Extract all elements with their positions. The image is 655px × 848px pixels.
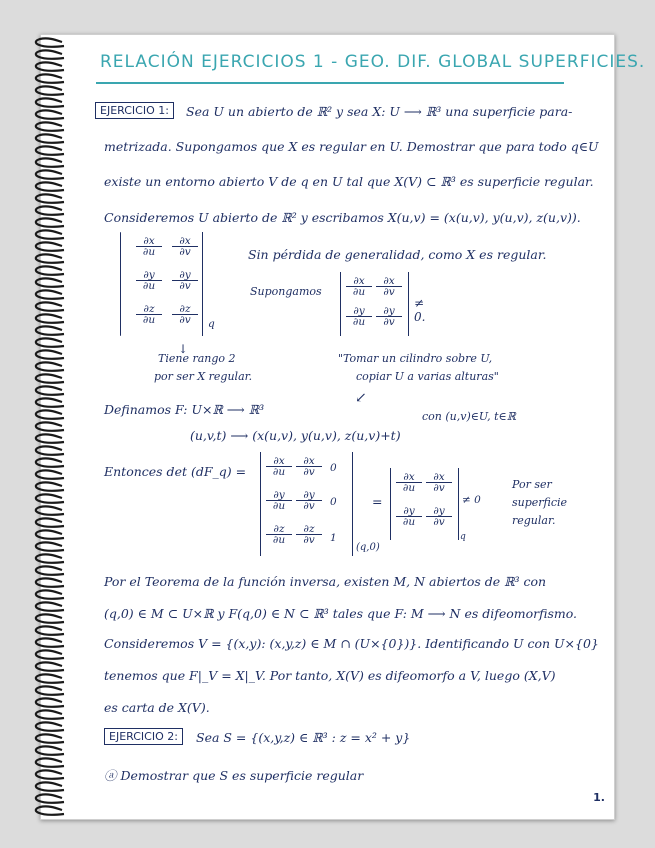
partial-entry: $\frac{\partial x}{\partial v}$	[426, 472, 452, 493]
exercise-1-label: EJERCICIO 1:	[95, 102, 174, 119]
coil-loop	[36, 314, 64, 322]
arrow-down-icon: ↓	[178, 342, 189, 356]
coil-loop	[36, 254, 64, 262]
coil-loop	[36, 194, 64, 202]
coil-loop	[36, 734, 64, 742]
partial-entry: $\frac{\partial y}{\partial u}$	[396, 506, 422, 527]
coil-loop	[36, 758, 64, 766]
coil-loop	[36, 362, 64, 370]
inverse-function-line-4: tenemos que F|_V = X|_V. Por tanto, X(V) es difeomorfo a V, luego (X,V)	[104, 668, 556, 683]
partial-entry: $\frac{\partial y}{\partial v}$	[172, 270, 198, 291]
ex1-statement-line-3: existe un entorno abierto V de q en U tal que X(V) ⊂ ℝ³ es superficie regular.	[104, 174, 594, 189]
coil-loop	[36, 410, 64, 418]
coil-loop	[36, 494, 64, 502]
ex2-item-a: ⓐ Demostrar que S es superficie regular	[104, 768, 364, 783]
coil-loop	[36, 266, 64, 274]
by-surface-note-1: Por ser	[512, 478, 552, 491]
page-number: 1.	[593, 791, 605, 804]
spiral-binding-icon	[28, 36, 72, 816]
coil-loop	[36, 86, 64, 94]
coil-loop	[36, 386, 64, 394]
partial-entry: $\frac{\partial x}{\partial u}$	[346, 276, 372, 297]
coil-loop	[36, 470, 64, 478]
dF-determinant	[258, 452, 368, 556]
det-entry: 0	[330, 496, 337, 508]
coil-loop	[36, 794, 64, 802]
coil-loop	[36, 290, 64, 298]
inverse-function-line-2: (q,0) ∈ M ⊂ U×ℝ y F(q,0) ∈ N ⊂ ℝ³ tales que F: M ⟶ N es difeomorfismo.	[104, 606, 578, 621]
coil-loop	[36, 422, 64, 430]
partial-entry: $\frac{\partial y}{\partial v}$	[376, 306, 402, 327]
coil-loop	[36, 710, 64, 718]
coil-loop	[36, 590, 64, 598]
partial-entry: $\frac{\partial x}{\partial v}$	[296, 456, 322, 477]
minor-determinant	[338, 272, 428, 336]
coil-loop	[36, 686, 64, 694]
by-surface-note-3: regular.	[512, 514, 556, 527]
exercise-2-label: EJERCICIO 2:	[104, 728, 183, 745]
partial-entry: $\frac{\partial z}{\partial v}$	[296, 524, 322, 545]
minor-determinant-2	[388, 468, 488, 540]
ex1-statement-line-2: metrizada. Supongamos que X es regular en U. Demostrar que para todo q∈U	[104, 139, 599, 154]
coil-loop	[36, 554, 64, 562]
partial-entry: $\frac{\partial y}{\partial v}$	[426, 506, 452, 527]
partial-entry: $\frac{\partial x}{\partial u}$	[266, 456, 292, 477]
coil-loop	[36, 770, 64, 778]
ex1-consider-line: Consideremos U abierto de ℝ² y escribamos X(u,v) = (x(u,v), y(u,v), z(u,v)).	[104, 210, 581, 225]
title-underline	[96, 82, 564, 84]
by-surface-note-2: superficie	[512, 496, 568, 509]
equals-sign: =	[372, 494, 383, 509]
inverse-function-line-3: Consideremos V = {(x,y): (x,y,z) ∈ M ∩ (U×{0})}. Identificando U con U×{0}	[104, 636, 599, 651]
inverse-function-line-5: es carta de X(V).	[104, 700, 210, 715]
partial-entry: $\frac{\partial x}{\partial u}$	[396, 472, 422, 493]
rank-note-line-2: por ser X regular.	[154, 370, 253, 383]
coil-loop	[36, 518, 64, 526]
coil-loop	[36, 134, 64, 142]
partial-entry: $\frac{\partial z}{\partial v}$	[172, 304, 198, 325]
coil-loop	[36, 146, 64, 154]
cylinder-note-line-2: copiar U a varias alturas"	[356, 370, 499, 383]
coil-loop	[36, 182, 64, 190]
coil-loop	[36, 242, 64, 250]
partial-entry: $\frac{\partial y}{\partial u}$	[136, 270, 162, 291]
curved-arrow-icon: ↙	[355, 390, 367, 406]
coil-loop	[36, 482, 64, 490]
coil-loop	[36, 458, 64, 466]
define-map-line-1: Definamos F: U×ℝ ⟶ ℝ³	[104, 402, 265, 417]
coil-loop	[36, 626, 64, 634]
coil-loop	[36, 662, 64, 670]
partial-entry: $\frac{\partial y}{\partial u}$	[346, 306, 372, 327]
neq-zero: ≠ 0.	[414, 296, 426, 324]
coil-loop	[36, 230, 64, 238]
coil-loop	[36, 338, 64, 346]
det-entry: 1	[330, 532, 337, 544]
coil-loop	[36, 206, 64, 214]
coil-loop	[36, 542, 64, 550]
coil-loop	[36, 506, 64, 514]
coil-loop	[36, 326, 64, 334]
page-title: RELACIÓN EJERCICIOS 1 - GEO. DIF. GLOBAL SUPERFICIES.	[100, 52, 646, 72]
neq-zero-2: ≠ 0	[462, 494, 481, 506]
coil-loop	[36, 650, 64, 658]
coil-loop	[36, 50, 64, 58]
coil-loop	[36, 638, 64, 646]
suppose-label: Supongamos	[250, 285, 322, 298]
define-map-condition: con (u,v)∈U, t∈ℝ	[422, 410, 516, 423]
coil-loop	[36, 746, 64, 754]
evaluated-at-point: (q,0)	[356, 542, 380, 553]
inverse-function-line-1: Por el Teorema de la función inversa, existen M, N abiertos de ℝ³ con	[104, 574, 547, 589]
jacobian-matrix	[116, 232, 226, 336]
coil-loop	[36, 110, 64, 118]
coil-loop	[36, 434, 64, 442]
define-map-line-2: (u,v,t) ⟶ (x(u,v), y(u,v), z(u,v)+t)	[190, 428, 401, 443]
ex1-statement-line-1: Sea U un abierto de ℝ² y sea X: U ⟶ ℝ³ una superficie para-	[186, 104, 573, 119]
partial-entry: $\frac{\partial x}{\partial u}$	[136, 236, 162, 257]
point-subscript: q	[208, 318, 215, 330]
det-entry: 0	[330, 462, 337, 474]
partial-entry: $\frac{\partial x}{\partial v}$	[376, 276, 402, 297]
coil-loop	[36, 350, 64, 358]
ex2-statement: Sea S = {(x,y,z) ∈ ℝ³ : z = x² + y}	[196, 730, 411, 745]
coil-loop	[36, 122, 64, 130]
partial-entry: $\frac{\partial y}{\partial u}$	[266, 490, 292, 511]
coil-loop	[36, 530, 64, 538]
coil-loop	[36, 170, 64, 178]
coil-loop	[36, 806, 64, 814]
coil-loop	[36, 578, 64, 586]
coil-loop	[36, 674, 64, 682]
coil-loop	[36, 302, 64, 310]
coil-loop	[36, 278, 64, 286]
coil-loop	[36, 614, 64, 622]
cylinder-note-line-1: "Tomar un cilindro sobre U,	[338, 352, 493, 365]
coil-loop	[36, 98, 64, 106]
coil-loop	[36, 374, 64, 382]
coil-loop	[36, 566, 64, 574]
no-loss-generality: Sin pérdida de generalidad, como X es regular.	[248, 247, 547, 262]
partial-entry: $\frac{\partial z}{\partial u}$	[136, 304, 162, 325]
partial-entry: $\frac{\partial x}{\partial v}$	[172, 236, 198, 257]
coil-loop	[36, 722, 64, 730]
coil-loop	[36, 62, 64, 70]
rank-note-line-1: Tiene rango 2	[158, 352, 236, 365]
coil-loop	[36, 398, 64, 406]
coil-loop	[36, 218, 64, 226]
point-subscript-2: q	[460, 532, 466, 542]
coil-loop	[36, 446, 64, 454]
partial-entry: $\frac{\partial z}{\partial u}$	[266, 524, 292, 545]
coil-loop	[36, 38, 64, 46]
coil-loop	[36, 782, 64, 790]
then-determinant: Entonces det (dF_q) =	[104, 464, 247, 479]
coil-loop	[36, 698, 64, 706]
partial-entry: $\frac{\partial y}{\partial v}$	[296, 490, 322, 511]
coil-loop	[36, 602, 64, 610]
coil-loop	[36, 158, 64, 166]
coil-loop	[36, 74, 64, 82]
